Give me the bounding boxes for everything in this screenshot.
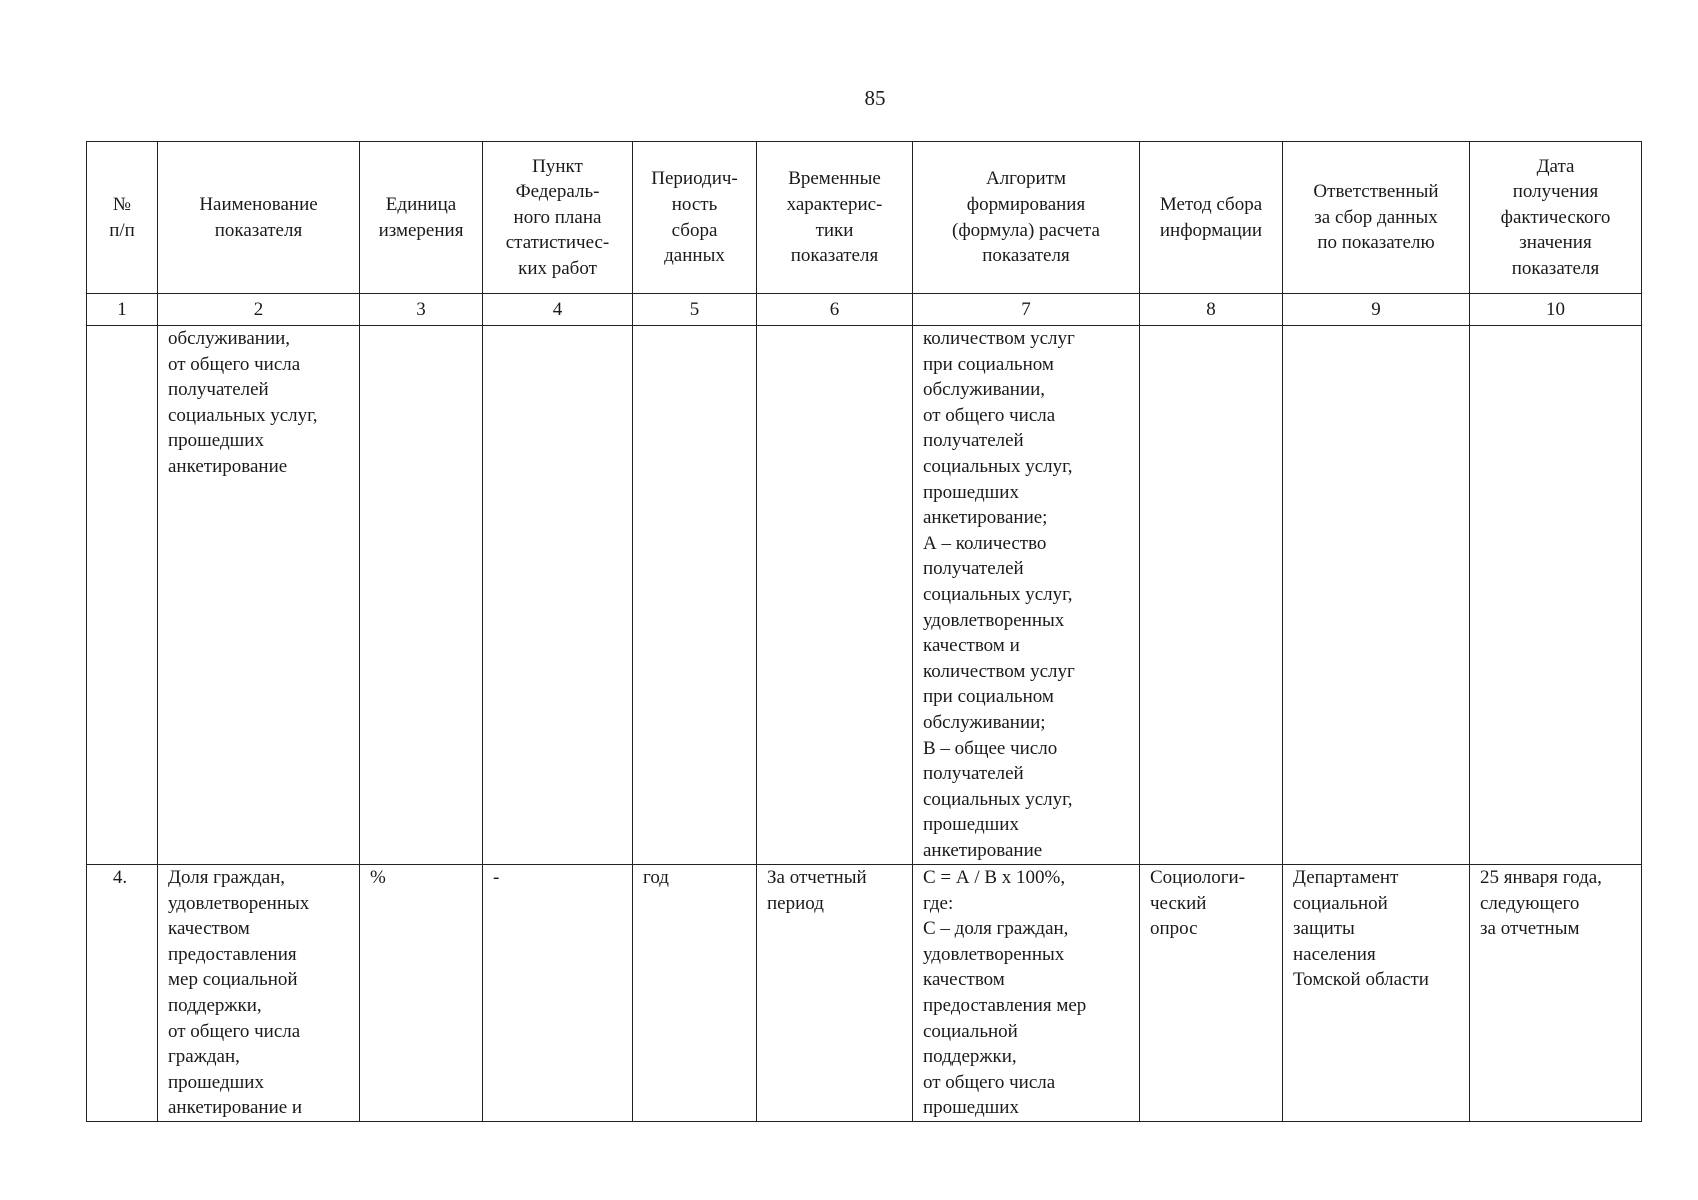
cell-no	[87, 326, 158, 865]
cell-fed-plan: -	[483, 865, 633, 1122]
cell-fed-plan	[483, 326, 633, 865]
cell-method	[1140, 326, 1283, 865]
cell-time-characteristics	[757, 326, 913, 865]
column-number: 7	[913, 294, 1140, 326]
header-unit: Единица измерения	[360, 142, 483, 294]
column-number: 5	[633, 294, 757, 326]
header-periodicity: Периодич- ность сбора данных	[633, 142, 757, 294]
cell-responsible	[1283, 326, 1470, 865]
cell-periodicity: год	[633, 865, 757, 1122]
column-number-row	[87, 294, 1642, 326]
cell-time-characteristics: За отчетный период	[757, 865, 913, 1122]
header-responsible: Ответственный за сбор данных по показателю	[1283, 142, 1470, 294]
column-number: 3	[360, 294, 483, 326]
column-number: 8	[1140, 294, 1283, 326]
cell-name: обслуживании, от общего числа получателей социальных услуг, прошедших анкетирование	[158, 326, 360, 865]
header-algorithm: Алгоритм формирования (формула) расчета показателя	[913, 142, 1140, 294]
header-fed-plan: Пункт Федераль- ного плана статистичес- ких работ	[483, 142, 633, 294]
column-number: 10	[1470, 294, 1642, 326]
column-number: 1	[87, 294, 158, 326]
column-number: 2	[158, 294, 360, 326]
header-date: Дата получения фактического значения показателя	[1470, 142, 1642, 294]
cell-periodicity	[633, 326, 757, 865]
column-number: 6	[757, 294, 913, 326]
column-number: 4	[483, 294, 633, 326]
cell-algorithm: количеством услуг при социальном обслуживании, от общего числа получателей социальных услуг, прошедших анкетирование; А – количество получателей социальных услуг, удовлетворенных качеством и количеством услуг при социальном обслуживании; В – общее число получателей социальных услуг, прошедших анкетирование	[913, 326, 1140, 865]
column-number: 9	[1283, 294, 1470, 326]
cell-date: 25 января года, следующего за отчетным	[1470, 865, 1642, 1122]
cell-name: Доля граждан, удовлетворенных качеством предоставления мер социальной поддержки, от общего числа граждан, прошедших анкетирование и	[158, 865, 360, 1122]
header-name: Наименование показателя	[158, 142, 360, 294]
cell-unit: %	[360, 865, 483, 1122]
cell-algorithm: С = А / В х 100%, где: С – доля граждан, удовлетворенных качеством предоставления мер социальной поддержки, от общего числа прошедших	[913, 865, 1140, 1122]
table-row	[87, 865, 1642, 1122]
table-row	[87, 326, 1642, 865]
header-method: Метод сбора информации	[1140, 142, 1283, 294]
indicators-table	[86, 141, 1642, 1122]
header-row	[87, 142, 1642, 294]
cell-unit	[360, 326, 483, 865]
cell-method: Социологи- ческий опрос	[1140, 865, 1283, 1122]
header-time-characteristics: Временные характерис- тики показателя	[757, 142, 913, 294]
cell-responsible: Департамент социальной защиты населения Томской области	[1283, 865, 1470, 1122]
cell-no: 4.	[87, 865, 158, 1122]
header-no: № п/п	[87, 142, 158, 294]
cell-date	[1470, 326, 1642, 865]
page-number: 85	[864, 86, 886, 110]
